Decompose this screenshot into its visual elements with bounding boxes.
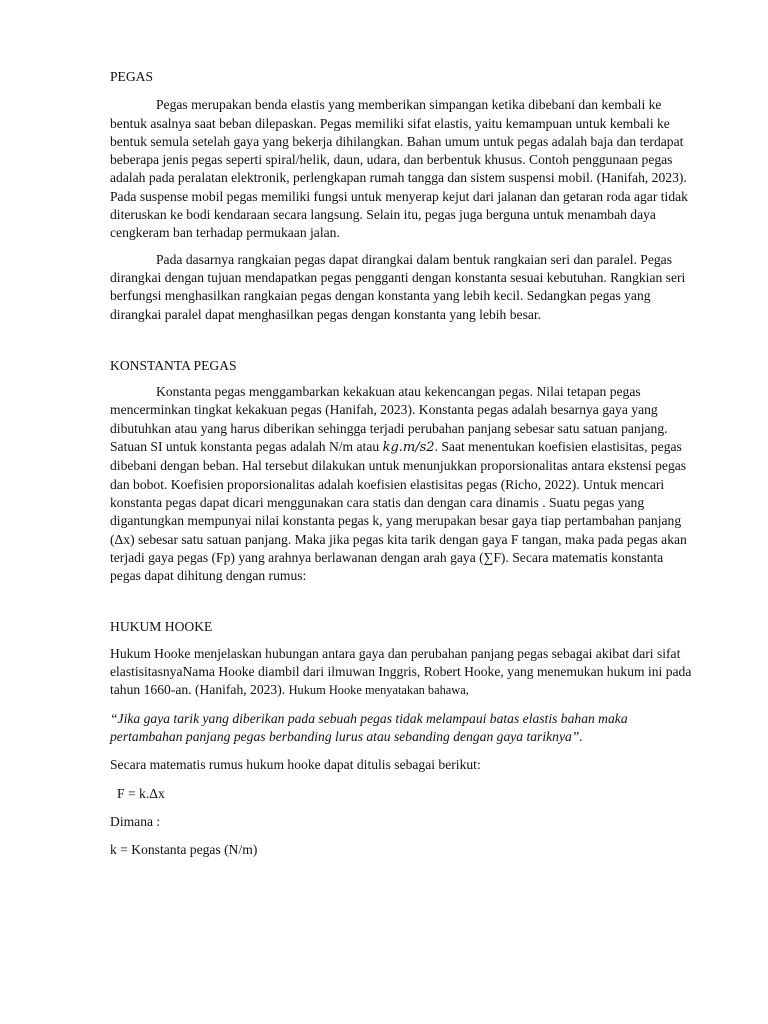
unit-formula: kg.m/s2: [382, 440, 435, 456]
paragraph-konstanta-1: [110, 383, 695, 585]
heading-konstanta-pegas: KONSTANTA PEGAS: [110, 357, 237, 373]
k-definition: k = Konstanta pegas (N/m): [110, 842, 258, 858]
paragraph-pegas-1: Pegas merupakan benda elastis yang memberikan simpangan ketika dibebani dan kembali ke bentuk asalnya saat beban dilepaskan. Pegas memiliki sifat elastis, yaitu kemampuan untuk kembali ke bentuk semula setelah gaya yang bekerja dihilangkan. Bahan umum untuk pegas adalah baja dan terdapat beberapa jenis pegas seperti spiral/helik, daun, udara, dan berbentuk khusus. Contoh penggunaan pegas adalah pada peralatan elektronik, perlengkapan rumah tangga dan sistem suspensi mobil. (Hanifah, 2023). Pada suspense mobil pegas memiliki fungsi untuk menyerap kejut dari jalanan dan getaran roda agar tidak diteruskan ke bodi kendaraan secara langsung. Selain itu, pegas juga berguna untuk menambah daya cengkeram ban terhadap permukaan jalan.: [110, 97, 688, 241]
dimana-label: Dimana :: [110, 813, 161, 829]
hooke-quote: “Jika gaya tarik yang diberikan pada sebuah pegas tidak melampaui batas elastis bahan maka pertambahan panjang pegas berbanding lurus atau sebanding dengan gaya tariknya”.: [110, 710, 628, 744]
paragraph-konstanta-text-a: Konstanta pegas menggambarkan kekakuan atau kekencangan pegas. Nilai tetapan pegas mencerminkan tingkat kekakuan pegas (Hanifah, 2023). Konstanta pegas adalah besarnya gaya yang dibutuhkan atau yang harus diberikan sehingga terjadi perubahan panjang sebesar satu satuan panjang. Satuan SI untuk konstanta pegas adalah N/m atau: [110, 384, 668, 455]
hooke-formula: F = k.Δx: [117, 785, 165, 801]
paragraph-hooke-2: Secara matematis rumus hukum hooke dapat ditulis sebagai berikut:: [110, 757, 481, 773]
document-page: [110, 68, 695, 859]
paragraph-hooke-text: Hukum Hooke menjelaskan hubungan antara gaya dan perubahan panjang pegas sebagai akibat dari sifat elastisitasnyaNama Hooke diambil dari ilmuwan Inggris, Robert Hooke, yang menemukan hukum ini pada tahun 1660-an. (Hanifah, 2023).: [110, 645, 692, 698]
heading-hukum-hooke: HUKUM HOOKE: [110, 619, 213, 635]
heading-pegas: PEGAS: [110, 69, 154, 84]
paragraph-konstanta-text-b: . Saat menentukan koefisien elastisitas, pegas dibebani dengan beban. Hal tersebut dilakukan untuk menunjukkan proporsionalitas antara ekstensi pegas dan bobot. Koefisien proporsionalitas adalah koefisien elastisitas pegas (Richo, 2022). Untuk mencari konstanta pegas dapat dicari menggunakan cara statis dan dengan cara dinamis . Suatu pegas yang digantungkan mempunyai nilai konstanta pegas k, yang merupakan besar gaya tiap pertambahan panjang (Δx) sebesar satu satuan panjang. Maka jika pegas kita tarik dengan gaya F tangan, maka pada pegas akan terjadi gaya pegas (Fp) yang arahnya berlawanan dengan arah gaya (∑F). Secara matematis konstanta pegas dapat dihitung dengan rumus:: [110, 439, 687, 584]
paragraph-pegas-2: Pada dasarnya rangkaian pegas dapat dirangkai dalam bentuk rangkaian seri dan paralel. Pegas dirangkai dengan tujuan mendapatkan pegas pengganti dengan konstanta sesuai kebutuhan. Rangkian seri berfungsi menghasilkan rangkaian pegas dengan konstanta yang lebih kecil. Sedangkan pegas yang dirangkai paralel dapat menghasilkan pegas dengan konstanta yang lebih besar.: [110, 251, 686, 322]
paragraph-hooke-small-text: Hukum Hooke menyatakan bahawa,: [288, 683, 469, 698]
paragraph-hooke-1: [110, 645, 695, 700]
